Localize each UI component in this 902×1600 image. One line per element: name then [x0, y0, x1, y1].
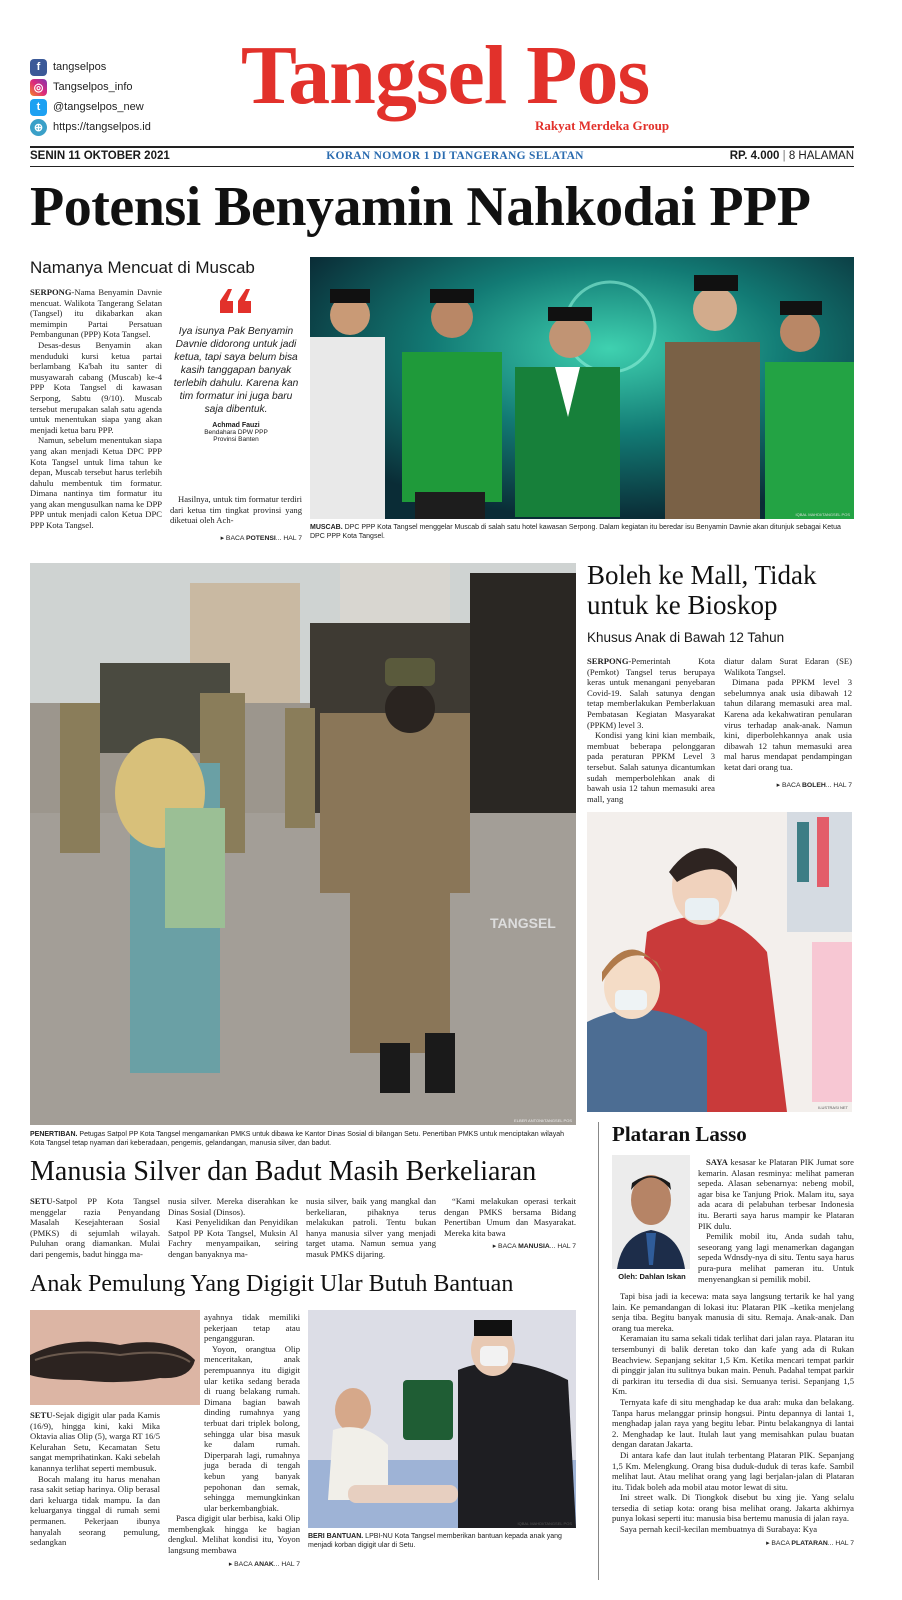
- column-title: Plataran Lasso: [612, 1122, 747, 1146]
- social-instagram[interactable]: [30, 78, 205, 96]
- masthead-group: Rakyat Merdeka Group: [535, 118, 670, 133]
- mall-photo: [587, 812, 852, 1112]
- column-body-top: SAYA kesasar ke Plataran PIK Jumat sore kemarin. Alasan resminya: melihat pameran sepeda. Alasan sebenarnya: nebeng mobil, agar bisa ke Tanjung Priok. Malam itu, saya ada acara di pelabuhan terbesar Indonesia itu. Berarti saya harus mampir ke Plataran PIK dulu. Pemilik mobil itu, Anda sudah tahu, seseorang yang lagi menamerkan dagangan sepeda Wdnsdy-nya di situ. Tentu saya harus pura-pura melihat pameran itu. Untuk menyenangkan si pemilik mobil.: [698, 1157, 854, 1284]
- snake-col1: SETU-Sejak digigit ular pada Kamis (16/9), hingga kini, kaki Mika Oktavia alias Olip (5), warga RT 16/5 Kelurahan Setu, Kecamatan Setu sangat memprihatinkan. Kaki sebelah kanannya terlihat seperti membusuk. Bocah malang itu harus menahan rasa sakit setiap harinya. Olip berasal dari keluarga tidak mampu. Ia dan keluarganya tinggal di rumah semi permanen. Pekerjaan ibunya hanyalah seorang pemulung, sedangkan: [30, 1410, 160, 1548]
- quote-role: Bendahara DPW PPP: [204, 429, 268, 436]
- muscab-photo: [310, 257, 854, 519]
- continue-link[interactable]: ▸ BACA MANUSIA... HAL 7: [492, 1243, 576, 1251]
- social-label: Tangselpos_info: [53, 81, 133, 93]
- dateline: SERPONG: [587, 656, 629, 666]
- penertiban-caption: PENERTIBAN. Petugas Satpol PP Kota Tangsel mengamankan PMKS untuk dibawa ke Kantor Dinas Sosial di bilangan Setu. Penertiban PMKS untuk menciptakan wilayah Kota Tangsel tetap nyaman dari keberadaan, pengemis, gelandangan, manusia silver, dan badut.: [30, 1131, 564, 1147]
- social-facebook[interactable]: [30, 58, 205, 76]
- social-label: https://tangselpos.id: [53, 121, 151, 133]
- lead-headline: Potensi Benyamin Nahkodai PPP: [30, 176, 811, 238]
- social-label: @tangselpos_new: [53, 101, 144, 113]
- price-block: RP. 4.000 | 8 HALAMAN: [729, 150, 854, 162]
- masthead-title: Tangsel Pos: [240, 29, 650, 122]
- van-logo-text: TANGSEL: [490, 915, 556, 931]
- mall-body-col2: diatur dalam Surat Edaran (SE) Walikota Tangsel. Dimana pada PPKM level 3 sebelumnya anak usia dibawah 12 tahun dilarang memasuki area mal. Karena ada kekahwatiran penularan virus terhadap anak-anak. Namun kini, diperbolehkannya anak usia dibawah 12 tahun memasuki area mal harus mendapat pendampingan ketat dari orang tua. ▸ BACA BOLEH... HAL 7: [724, 656, 852, 791]
- penertiban-photo: [30, 563, 576, 1125]
- social-twitter[interactable]: [30, 98, 205, 116]
- snake-headline: Anak Pemulung Yang Digigit Ular Butuh Bantuan: [30, 1271, 514, 1297]
- photo-credit: IQBAL MAHDI/TANGSEL POS: [795, 512, 850, 517]
- quote-name: Achmad Fauzi: [212, 422, 260, 429]
- bantuan-caption: BERI BANTUAN. LPBI-NU Kota Tangsel memberikan bantuan kepada anak yang menjadi korban digigit ular di Setu.: [308, 1533, 562, 1549]
- author-avatar: [612, 1155, 690, 1269]
- lead-kicker: Namanya Mencuat di Muscab: [30, 258, 255, 277]
- quote-mark-icon: [216, 287, 256, 313]
- mall-kicker: Khusus Anak di Bawah 12 Tahun: [587, 630, 785, 645]
- mall-headline: Boleh ke Mall, Tidak untuk ke Bioskop: [587, 560, 817, 620]
- mall-body-col1: SERPONG-Pemerintah Kota (Pemkot) Tangsel terus berupaya keras untuk menangani penyebaran Covid-19. Salah satunya dengan tetap memberlakukan Pemberlakuan Pembatasan Kegiatan Masyarakat (PPKM) level 3. Kondisi yang kini kian membaik, membuat beberapa pelonggaran pada peraturan PPKM Level 3 tersebut. Salah satunya dicantumkan sudah memperbolehkan anak di bawah usia 12 tahun memasuki area mall, yang: [587, 656, 715, 804]
- social-website[interactable]: [30, 118, 205, 136]
- dateline: SETU: [30, 1410, 53, 1420]
- photo-credit: ELBER ANTONI/TANGSEL POS: [514, 1118, 572, 1123]
- issue-date: SENIN 11 OKTOBER 2021: [30, 150, 170, 162]
- lead-body-col2: Hasilnya, untuk tim formatur terdiri dari ketua tim tingkat provinsi yang diketuai oleh Ach- ▸ BACA POTENSI... HAL 7: [170, 494, 302, 544]
- bantuan-photo: [308, 1310, 576, 1528]
- silver-col4: “Kami melakukan operasi terkait dengan PMKS bersama Bidang Penertiban Umum dan Masyarakat. Mereka kita bawa ▸ BACA MANUSIA... HAL 7: [444, 1196, 576, 1253]
- silver-headline: Manusia Silver dan Badut Masih Berkeliaran: [30, 1156, 537, 1187]
- social-label: tangselpos: [53, 61, 107, 73]
- lead-caption: MUSCAB. DPC PPP Kota Tangsel menggelar Muscab di salah satu hotel kawasan Serpong. Dalam kegiatan itu beredar isu Benyamin Davnie akan ditunjuk sebagai Ketua DPC PPP Kota Tangsel.: [310, 524, 841, 540]
- continue-link[interactable]: ▸ BACA BOLEH... HAL 7: [776, 781, 852, 789]
- social-links: [30, 58, 205, 136]
- dateline: SERPONG: [30, 287, 72, 297]
- quote-text: Iya isunya Pak Benyamin Davnie didorong untuk jadi ketua, tapi saya belum bisa kasih tanggapan banyak terlebih dahulu. Karena kan tim formatur ini juga baru saja dibentuk.: [173, 326, 299, 415]
- continue-link[interactable]: ▸ BACA ANAK... HAL 7: [228, 1560, 300, 1568]
- divider: [30, 146, 854, 148]
- facebook-icon: f: [30, 59, 47, 76]
- dateline: SETU: [30, 1196, 53, 1206]
- pull-quote: [170, 287, 302, 443]
- instagram-icon: ◎: [30, 79, 47, 96]
- continue-link[interactable]: ▸ BACA PLATARAN... HAL 7: [766, 1539, 854, 1547]
- column-body-bottom: Tapi bisa jadi ia kecewa: mata saya langsung tertarik ke hal yang lain. Ke pemandangan di lokasi itu: Plataran PIK –ketika menjelang senja tiba. Begitu banyak manusia di situ. Remaja. Anak-anak. Dan orang tua mereka. Keramaian itu sama sekali tidak terlihat dari jalan raya. Plataran itu tersembunyi di balik deretan toko dan kafe yang ada di Rukan Beachview. Sepanjang sekitar 1,5 Km. Ketika mencari tempat parkir di pinggir jalan itu sulitnya bukan main. Penuh. Padahal tempat parkir di parkiran itu tersedia di dua sisi. Semuanya terisi. Sepanjang 1,5 Km. Ternyata kafe di situ menghadap ke dua arah: muka dan belakang. Tanpa harus melanggar prinsip hongsui. Pintu depannya di lantai 1, menghadap jalan raya yang begitu lebar. Pintu belakangnya di lantai 2. Menghadap ke laut. Itulah laut yang memisahkan pulau buatan dengan daratan Jakarta. Di antara kafe dan laut itulah terbentang Plataran PIK. Sepanjang 1,5 Km. Melengkung. Orang bisa duduk-duduk di teras kafe. Sambil melihat laut. Atau melihat orang yang lagi berjalan-jalan di Plataran itu. Tidak boleh ada mobil atau motor lewat di situ. Ini street walk. Di Tiongkok disebut bu xing jie. Yang selalu tersedia di setiap kota: orang bisa melihat orang. Jakarta akhirnya punya lokasi seperti itu: manusia bisa bertemu manusia di jalan raya. Saya pernah kecil-kecilan membuatnya di Surabaya: Kya ▸ BACA PLATARAN... HAL 7: [612, 1291, 854, 1549]
- silver-col3: nusia silver, baik yang mangkal dan berkeliaran, pihaknya terus melakukan patroli. Tentu bukan hanya manusia silver yang menjadi target utama. Namun semua yang masuk PMKS dijaring.: [306, 1196, 436, 1259]
- twitter-icon: t: [30, 99, 47, 116]
- quote-role: Provinsi Banten: [213, 436, 259, 443]
- globe-icon: ⊕: [30, 119, 47, 136]
- column-author: Oleh: Dahlan Iskan: [618, 1272, 686, 1281]
- photo-credit: ILUSTRASI NET: [818, 1105, 848, 1110]
- divider: [30, 166, 854, 167]
- page-count: 8 HALAMAN: [788, 150, 854, 162]
- tagline: KORAN NOMOR 1 DI TANGERANG SELATAN: [326, 150, 584, 162]
- column-divider: [598, 1122, 599, 1580]
- continue-link[interactable]: ▸ BACA POTENSI... HAL 7: [220, 534, 302, 542]
- photo-credit: IQBAL MAHDI/TANGSEL POS: [517, 1521, 572, 1526]
- snake-col2: ayahnya tidak memiliki pekerjaan tetap atau pengangguran. Yoyon, orangtua Olip menceritakan, anak perempuannya itu digigit ular ketika sedang berada di ruang belakang rumah. Dimana bagian bawah dinding rumahnya yang terbuat dari triplek bolong, sehingga ular bisa masuk ke dalam rumah. Diperparah lagi, rumahnya juga berada di tengah kebun yang banyak pepohonan dan semak, sehingga memungkinkan ular berkembangbiak. Pasca digigit ular berbisa, kaki Olip membengkak hingga ke bagian dengkul. Melihat kondisi itu, Yoyon langsung membawa ▸ BACA ANAK... HAL 7: [168, 1312, 300, 1570]
- price: RP. 4.000: [729, 150, 780, 162]
- lead-body-col1: SERPONG-Nama Benyamin Davnie mencuat. Walikota Tangerang Selatan (Tangsel) itu dikabarkan akan memimpin Partai Persatuan Pembangunan (PPP) Kota Tangsel. Desas-desus Benyamin akan menduduki kursi ketua partai berlambang Ka'bah itu santer di musyawarah cabang (Muscab) ke-4 PPP Kota Tangsel di kawasan Serpong, Sabtu (9/10). Muscab tersebut merupakan salah satu agenda untuk menentukan siapa yang akan menjadi ketua baru PPP. Namun, sebelum menentukan siapa yang akan menjadi Ketua DPC PPP Kota Tangsel untuk lima tahun ke depan, Muscab tersebut harus terlebih dahulu membentuk tim formatur. Dimana nantinya tim formatur itu yang akan mengusulkan nama ke DPP PPP untuk menjadi calon Ketua DPC PPP Kota Tangsel.: [30, 287, 162, 531]
- silver-col2: nusia silver. Mereka diserahkan ke Dinas Sosial (Dinsos). Kasi Penyelidikan dan Penyidikan Satpol PP Kota Tangsel, Muksin Al Fachry menyampaikan, seiring dengan banyaknya ma-: [168, 1196, 298, 1259]
- silver-col1: SETU-Satpol PP Kota Tangsel menggelar razia Penyandang Masalah Kesejahteraan Sosial (PMKS) di sejumlah wilayah. Puluhan orang diamankan. Mulai dari pengemis, badut hingga ma-: [30, 1196, 160, 1259]
